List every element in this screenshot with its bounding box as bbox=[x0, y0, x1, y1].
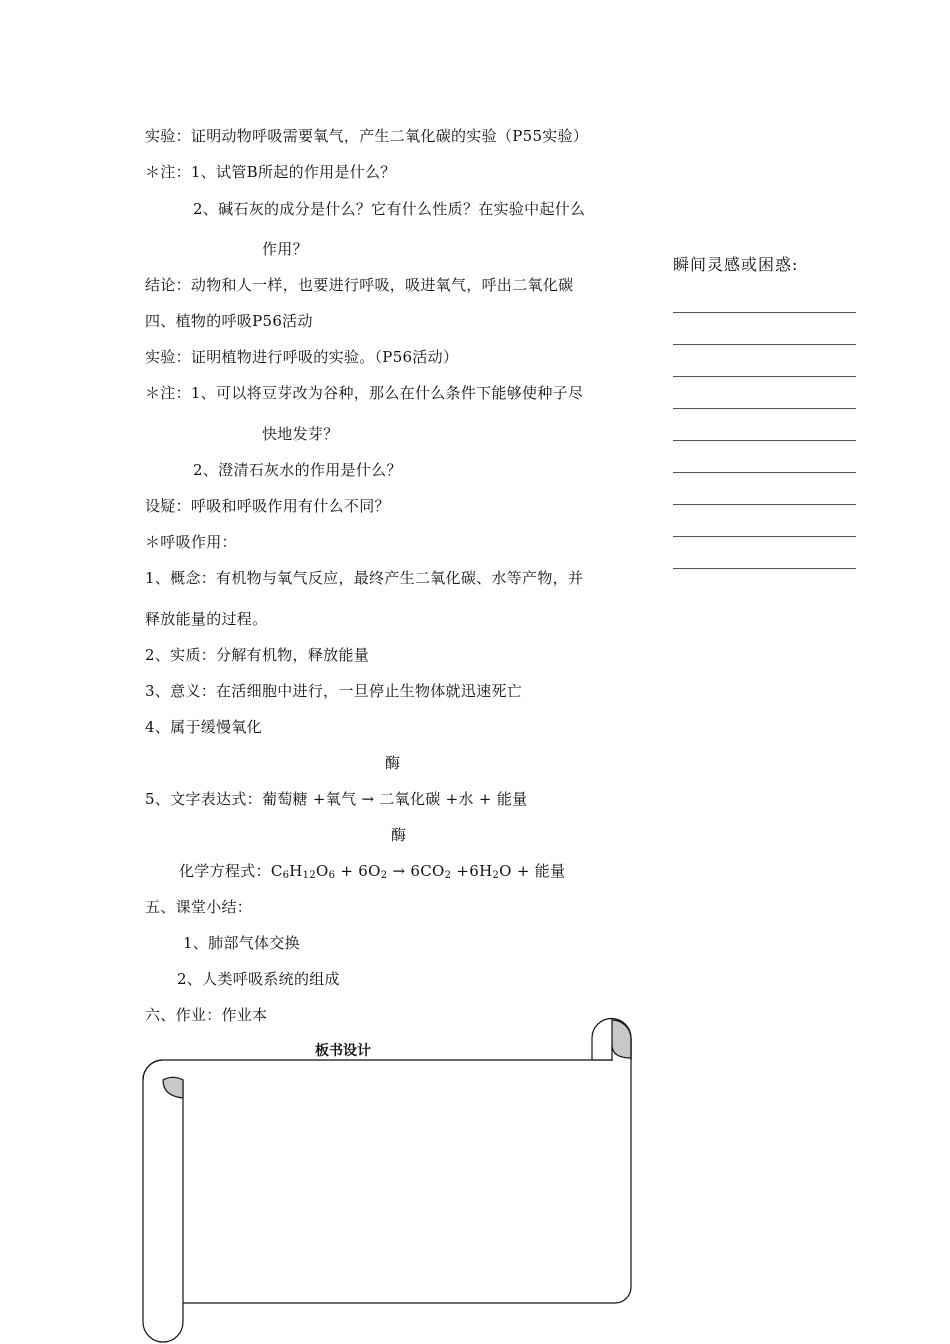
summary-heading: 五、课堂小结： bbox=[145, 898, 253, 916]
note-line-cont: 快地发芽？ bbox=[262, 425, 339, 443]
board-title: 板书设计 bbox=[315, 1043, 371, 1059]
note-line-cont: 作用？ bbox=[262, 240, 308, 258]
homework-line: 六、作业：作业本 bbox=[145, 1006, 268, 1024]
note-line: 2、碱石灰的成分是什么？它有什么性质？在实验中起什么 bbox=[193, 200, 586, 218]
co2-formula: $6CO_2$ bbox=[410, 862, 452, 881]
enzyme-label: 酶 bbox=[391, 826, 407, 844]
note-line: 2、澄清石灰水的作用是什么？ bbox=[193, 461, 402, 479]
word-equation: 5、文字表达式：葡萄糖 +氧气 → 二氧化碳 +水 + 能量 bbox=[145, 790, 528, 808]
note-line: ＊注：1、可以将豆芽改为谷种，那么在什么条件下能够使种子尽 bbox=[145, 384, 584, 402]
summary-item: 1、肺部气体交换 bbox=[183, 934, 300, 952]
experiment-line: 实验：证明植物进行呼吸的实验。（P56活动） bbox=[145, 348, 459, 366]
conclusion-line: 结论：动物和人一样，也要进行呼吸，吸进氧气，呼出二氧化碳 bbox=[145, 276, 574, 294]
section-heading: 四、植物的呼吸P56活动 bbox=[145, 312, 313, 330]
oxidation-line: 4、属于缓慢氧化 bbox=[145, 718, 262, 736]
note-line: ＊注：1、试管B所起的作用是什么？ bbox=[145, 163, 396, 181]
concept-line: 1、概念：有机物与氧气反应，最终产生二氧化碳、水等产物，并 bbox=[145, 569, 584, 587]
essence-line: 2、实质：分解有机物，释放能量 bbox=[145, 646, 370, 664]
sidebar-title: 瞬间灵感或困惑: bbox=[673, 255, 799, 274]
question-line: 设疑：呼吸和呼吸作用有什么不同？ bbox=[145, 497, 390, 515]
subheading: ＊呼吸作用： bbox=[145, 533, 237, 551]
meaning-line: 3、意义：在活细胞中进行，一旦停止生物体就迅速死亡 bbox=[145, 682, 523, 700]
summary-item: 2、人类呼吸系统的组成 bbox=[177, 970, 340, 988]
enzyme-label: 酶 bbox=[385, 754, 401, 772]
chemical-equation: 化学方程式：$C_6H_{12}O_6 + 6O_2 \to 6CO_2 +6H_2O$ + 能量 bbox=[179, 862, 566, 881]
concept-line-cont: 释放能量的过程。 bbox=[145, 610, 268, 628]
water-formula: $+6H_2O$ bbox=[451, 862, 512, 881]
oxygen-formula: $6O_2$ bbox=[358, 862, 388, 881]
experiment-line: 实验：证明动物呼吸需要氧气，产生二氧化碳的实验（P55实验） bbox=[145, 127, 589, 145]
glucose-formula: $C_6H_{12}O_6$ bbox=[270, 862, 336, 881]
